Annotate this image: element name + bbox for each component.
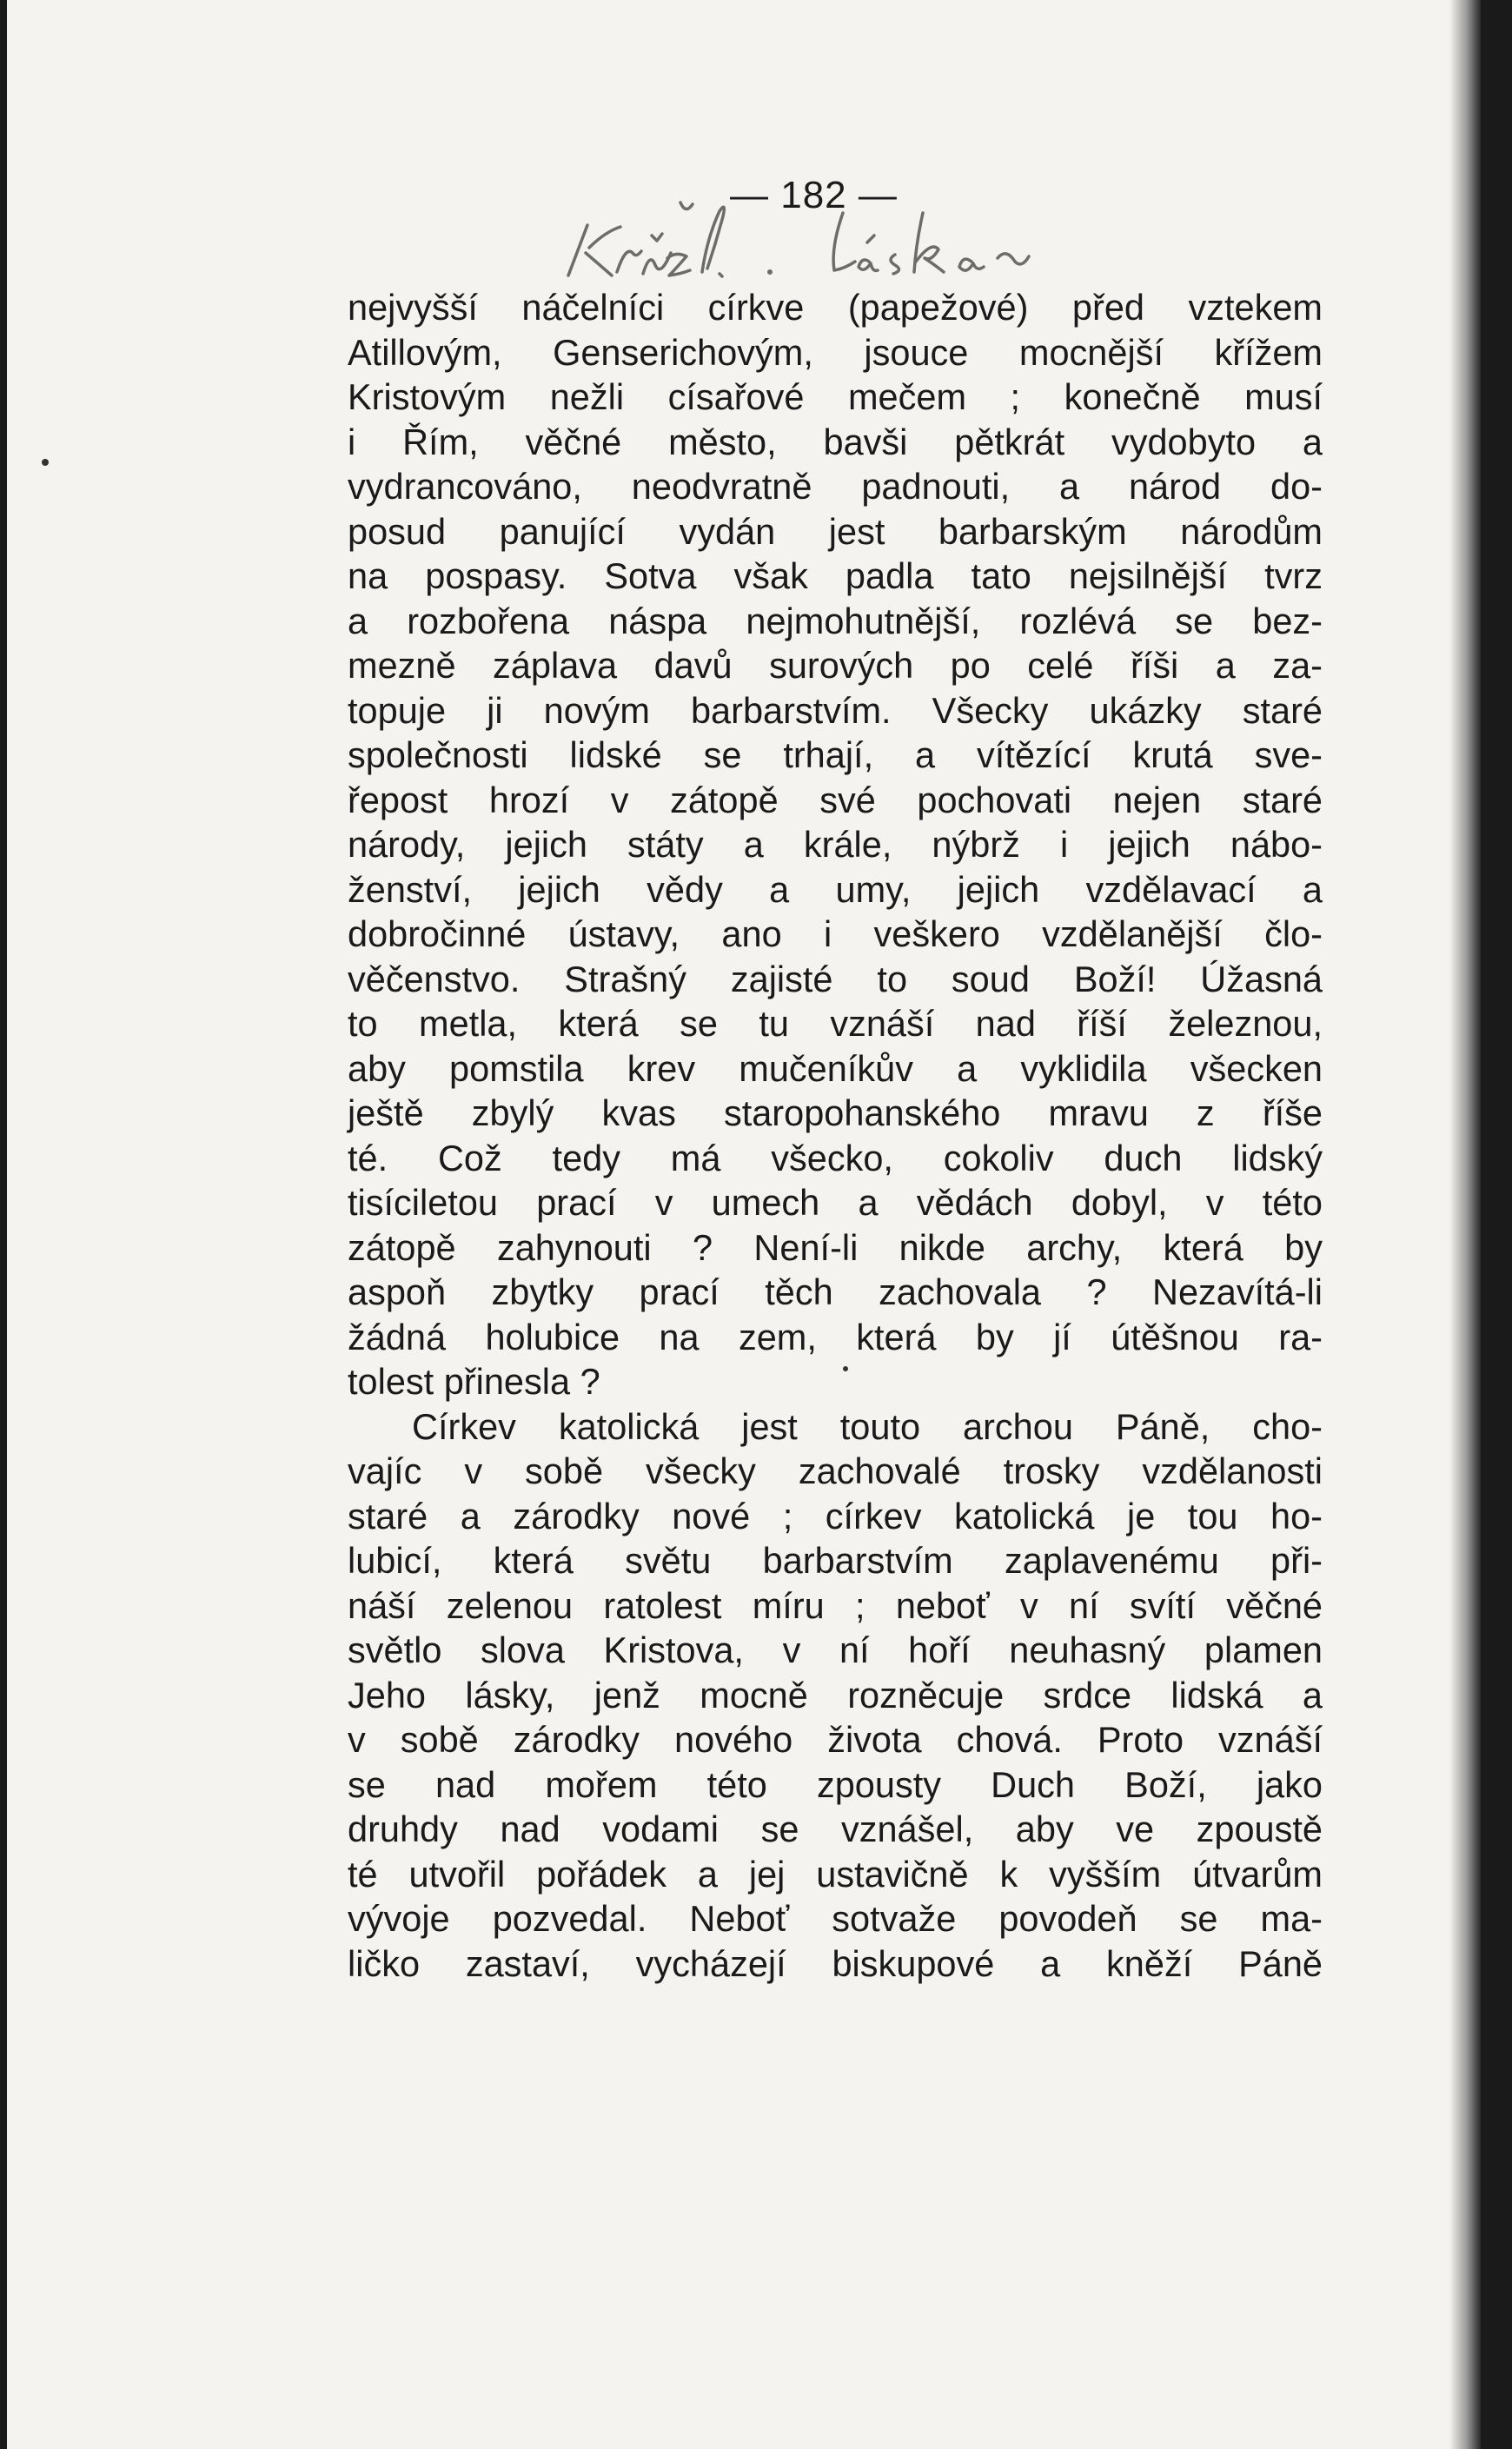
text-line: ještě zbylý kvas staropohanského mravu z říše <box>348 1092 1323 1133</box>
text-line: ženství, jejich vědy a umy, jejich vzdělavací a <box>348 868 1323 910</box>
text-line: zátopě zahynouti ? Není-li nikde archy, která by <box>348 1226 1323 1268</box>
text-line: na pospasy. Sotva však padla tato nejsilnější tvrz <box>348 555 1323 596</box>
text-line: vydrancováno, neodvratně padnouti, a národ do- <box>348 466 1323 507</box>
text-line: mezně záplava davů surových po celé říši a za- <box>348 645 1323 686</box>
text-line: v sobě zárodky nového života chová. Proto vznáší <box>348 1719 1323 1760</box>
text-line: aspoň zbytky prací těch zachovala ? Nezavítá-li <box>348 1271 1323 1312</box>
text-line: vajíc v sobě všecky zachovalé trosky vzdělanosti <box>348 1450 1323 1491</box>
text-line: žádná holubice na zem, která by jí útěšnou ra- <box>348 1316 1323 1357</box>
text-line: topuje ji novým barbarstvím. Všecky ukázky staré <box>348 689 1323 731</box>
text-line: tisíciletou prací v umech a vědách dobyl, v této <box>348 1182 1323 1223</box>
text-line: Atillovým, Genserichovým, jsouce mocnější křížem <box>348 331 1323 373</box>
text-line: té utvořil pořádek a jej ustavičně k vyšším útvarům <box>348 1853 1323 1895</box>
text-line: posud panující vydán jest barbarským národům <box>348 510 1323 552</box>
text-line: světlo slova Kristova, v ní hoří neuhasný plamen <box>348 1629 1323 1670</box>
text-line: se nad mořem této zpousty Duch Boží, jako <box>348 1763 1323 1805</box>
paragraph-start-line: Církev katolická jest touto archou Páně, cho- <box>412 1405 1323 1447</box>
page-number: — 182 — <box>730 174 898 216</box>
text-line: Kristovým nežli císařové mečem ; konečně musí <box>348 376 1323 417</box>
text-line: lubicí, která světu barbarstvím zaplavenému při- <box>348 1540 1323 1581</box>
page-edge-shadow <box>1449 0 1481 2449</box>
text-line: národy, jejich státy a krále, nýbrž i jejich nábo- <box>348 824 1323 865</box>
text-line: ličko zastaví, vycházejí biskupové a kněží Páně <box>348 1942 1323 1984</box>
paper-speck <box>42 459 49 466</box>
text-line: staré a zárodky nové ; církev katolická je tou ho- <box>348 1495 1323 1536</box>
body-text <box>348 285 1323 1986</box>
text-line: řepost hrozí v zátopě své pochovati nejen staré <box>348 779 1323 820</box>
text-line: Jeho lásky, jenž mocně rozněcuje srdce lidská a <box>348 1674 1323 1716</box>
text-line: náší zelenou ratolest míru ; neboť v ní svítí věčné <box>348 1584 1323 1626</box>
text-line: aby pomstila krev mučeníkův a vyklidila všecken <box>348 1047 1323 1089</box>
text-line: té. Což tedy má všecko, cokoliv duch lidský <box>348 1137 1323 1178</box>
text-line: nejvyšší náčelníci církve (papežové) před vztekem <box>348 287 1323 328</box>
paper-speck <box>843 1366 848 1371</box>
text-line: společnosti lidské se trhají, a vítězící krutá sve- <box>348 734 1323 775</box>
text-line: věčenstvo. Strašný zajisté to soud Boží! Úžasná <box>348 958 1323 999</box>
text-line: vývoje pozvedal. Neboť sotvaže povodeň se ma- <box>348 1898 1323 1939</box>
text-line: dobročinné ústavy, ano i veškero vzdělanější člo- <box>348 913 1323 954</box>
book-page <box>7 0 1481 2449</box>
handwriting-scribble-icon <box>563 178 1102 282</box>
handwritten-annotation <box>563 178 1102 282</box>
text-line: i Řím, věčné město, bavši pětkrát vydobyto a <box>348 421 1323 462</box>
text-line: to metla, která se tu vznáší nad říší železnou, <box>348 1003 1323 1044</box>
paragraph-end-line: tolest přinesla ? <box>348 1361 600 1402</box>
text-line: a rozbořena náspa nejmohutnější, rozlévá se bez- <box>348 600 1323 641</box>
text-line: druhdy nad vodami se vznášel, aby ve zpoustě <box>348 1809 1323 1849</box>
